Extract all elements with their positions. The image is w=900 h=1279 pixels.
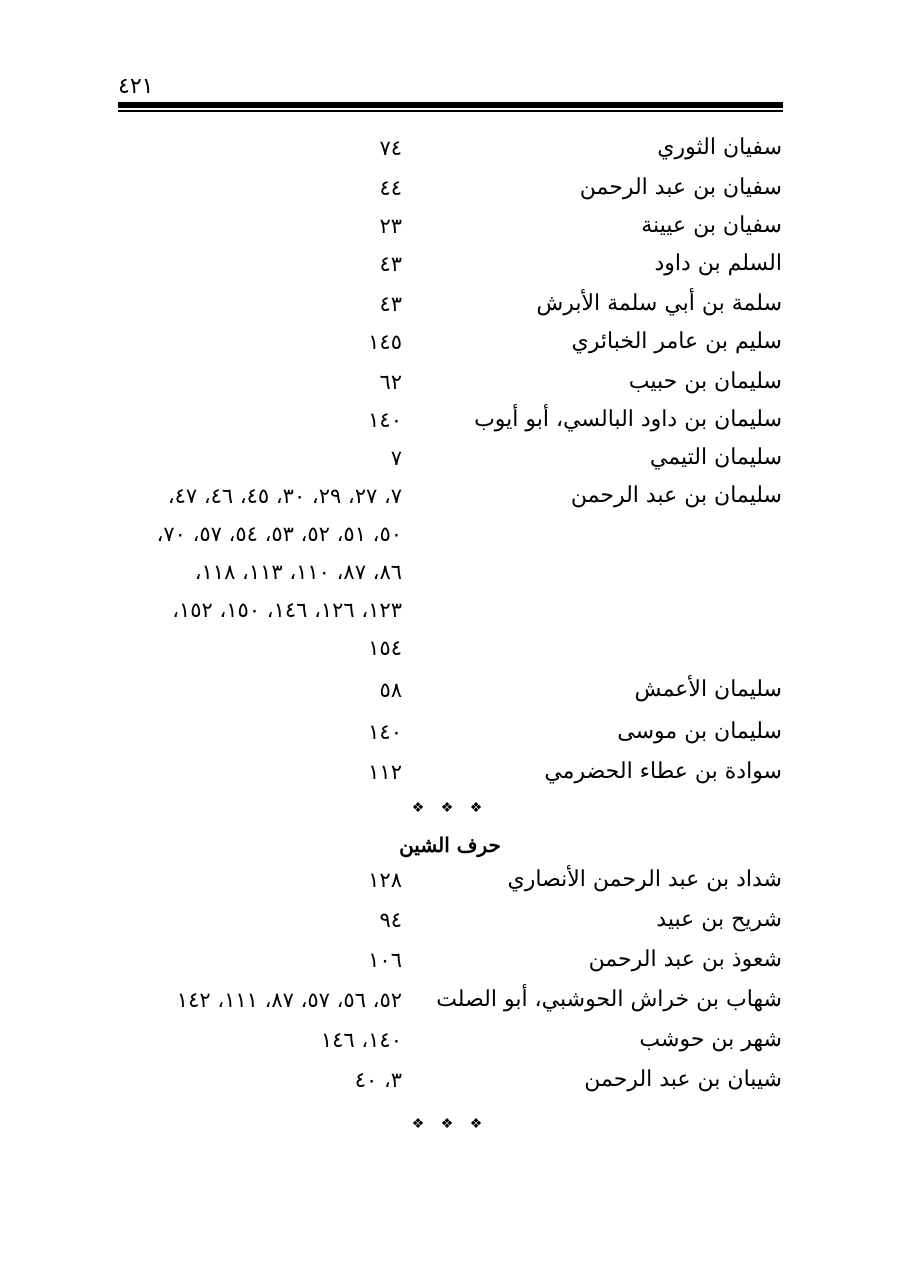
- index-entry: [0, 940, 900, 980]
- index-entry: [0, 244, 900, 284]
- entry-pages: ٢٣: [379, 214, 402, 238]
- section-separator: ❖ ❖ ❖: [411, 1116, 489, 1132]
- entry-pages: ١٠٦: [368, 948, 402, 972]
- section-separator: ❖ ❖ ❖: [411, 800, 489, 816]
- entry-pages: ١٤٠: [368, 408, 402, 432]
- index-entry: [0, 980, 900, 1020]
- index-entry: [0, 284, 900, 324]
- entry-pages: ٩٤: [379, 908, 402, 932]
- index-entry: [0, 670, 900, 710]
- entry-pages: ٦٢: [379, 370, 402, 394]
- entry-pages: ١٤٥: [368, 330, 402, 354]
- page-number: ٤٢١: [118, 74, 154, 99]
- index-entry: [0, 860, 900, 900]
- entry-name: شداد بن عبد الرحمن الأنصاري: [507, 867, 782, 892]
- index-entry: [0, 900, 900, 940]
- index-entry: [0, 128, 900, 168]
- index-entry: [0, 322, 900, 362]
- index-entry: [0, 476, 900, 516]
- index-entry: [0, 400, 900, 440]
- section-heading: حرف الشين: [399, 833, 501, 857]
- entry-pages: ٧٤: [379, 136, 402, 160]
- entry-pages: ٤٣: [379, 252, 402, 276]
- entry-name: سليمان بن عبد الرحمن: [570, 483, 782, 508]
- index-entry: [0, 168, 900, 208]
- entry-name: سفيان بن عبد الرحمن: [579, 175, 782, 200]
- entry-name: شريح بن عبيد: [656, 907, 782, 932]
- index-entry: [0, 362, 900, 402]
- header-rule-thick: [118, 102, 783, 108]
- entry-pages: ٤٣: [379, 292, 402, 316]
- index-entry: [0, 206, 900, 246]
- entry-name: شهاب بن خراش الحوشبي، أبو الصلت: [436, 987, 782, 1012]
- entry-name: سليمان بن داود البالسي، أبو أيوب: [474, 407, 782, 432]
- entry-pages-continuation: ٥٠، ٥١، ٥٢، ٥٣، ٥٤، ٥٧، ٧٠،: [156, 522, 402, 546]
- entry-pages: ١١٢: [368, 760, 402, 784]
- entry-pages: ٧، ٢٧، ٢٩، ٣٠، ٤٥، ٤٦، ٤٧،: [167, 484, 402, 508]
- index-entry: [0, 752, 900, 792]
- entry-name: سفيان الثوري: [657, 135, 782, 160]
- entry-name: سليم بن عامر الخبائري: [571, 329, 782, 354]
- entry-name: سليمان التيمي: [649, 445, 782, 470]
- entry-name: شعوذ بن عبد الرحمن: [588, 947, 782, 972]
- entry-name: السلم بن داود: [654, 251, 782, 276]
- entry-pages: ٥٢، ٥٦، ٥٧، ٨٧، ١١١، ١٤٢: [176, 988, 402, 1012]
- entry-name: سوادة بن عطاء الحضرمي: [544, 759, 782, 784]
- entry-pages: ١٤٠، ١٤٦: [320, 1028, 402, 1052]
- entry-name: سلمة بن أبي سلمة الأبرش: [536, 291, 782, 316]
- entry-pages-continuation: ١٢٣، ١٢٦، ١٤٦، ١٥٠، ١٥٢،: [172, 598, 402, 622]
- entry-pages: ٧: [390, 446, 402, 470]
- entry-pages: ١٢٨: [368, 868, 402, 892]
- entry-name: سليمان بن حبيب: [628, 369, 782, 394]
- index-entry: [0, 438, 900, 478]
- entry-name: شيبان بن عبد الرحمن: [584, 1067, 782, 1092]
- entry-name: سفيان بن عيينة: [641, 213, 782, 238]
- entry-pages: ٤٤: [379, 176, 402, 200]
- entry-pages: ١٤٠: [368, 720, 402, 744]
- entry-pages-continuation: ١٥٤: [368, 636, 402, 660]
- entry-name: سليمان الأعمش: [634, 677, 782, 702]
- entry-pages: ٥٨: [379, 678, 402, 702]
- entry-pages: ٣، ٤٠: [354, 1068, 402, 1092]
- index-entry: [0, 1020, 900, 1060]
- entry-name: سليمان بن موسى: [617, 719, 782, 744]
- header-rule-thin: [118, 110, 783, 112]
- entry-pages-continuation: ٨٦، ٨٧، ١١٠، ١١٣، ١١٨،: [194, 560, 402, 584]
- index-entry: [0, 1060, 900, 1100]
- entry-name: شهر بن حوشب: [639, 1027, 782, 1052]
- index-entry: [0, 712, 900, 752]
